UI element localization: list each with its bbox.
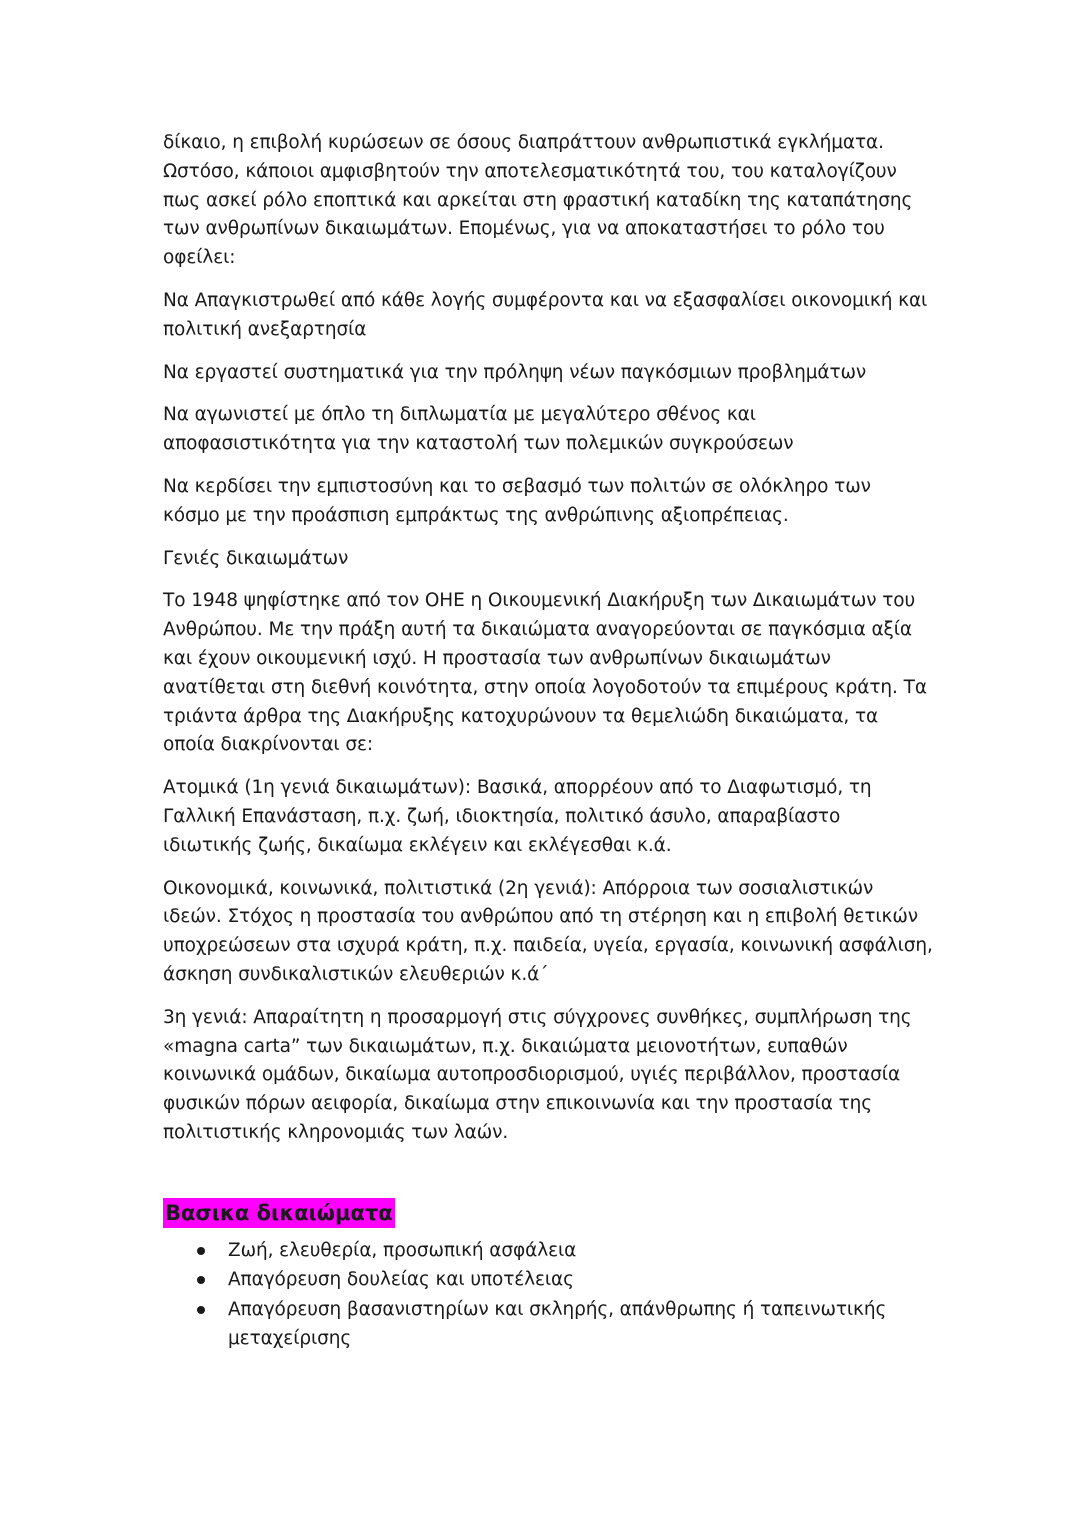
- list-item: [163, 1236, 933, 1266]
- paragraph-diplomacy: Να αγωνιστεί με όπλο τη διπλωματία με μεγαλύτερο σθένος και αποφασιστικότητα για την καταστολή των πολεμικών συγκρούσεων: [163, 404, 794, 455]
- document-page: [163, 129, 933, 1354]
- list-item: [163, 1265, 933, 1295]
- paragraph-independence: Να Απαγκιστρωθεί από κάθε λογής συμφέροντα και να εξασφαλίσει οικονομική και πολιτική ανεξαρτησία: [163, 289, 928, 340]
- paragraph-prevention: Να εργαστεί συστηματικά για την πρόληψη νέων παγκόσμιων προβλημάτων: [163, 361, 867, 383]
- subheading-generations: Γενιές δικαιωμάτων: [163, 547, 349, 569]
- list-item: [163, 1295, 933, 1354]
- paragraph-declaration-1948: Το 1948 ψηφίστηκε από τον ΟΗΕ η Οικουμενική Διακήρυξη των Δικαιωμάτων του Ανθρώπου. Με την πράξη αυτή τα δικαιώματα αναγορεύονται σε παγκόσμια αξία και έχουν οικουμενική ισχύ. Η προστασία των ανθρωπίνων δικαιωμάτων ανατίθεται στη διεθνή κοινότητα, στην οποία λογοδοτούν τα επιμέρους κράτη. Τα τριάντα άρθρα της Διακήρυξης κατοχυρώνουν τα θεμελιώδη δικαιώματα, τα οποία διακρίνονται σε:: [163, 590, 927, 756]
- basic-rights-list: [163, 1236, 933, 1354]
- section-heading-basic-rights: Βασικα δικαιώματα: [163, 1198, 395, 1228]
- bullet-icon: [197, 1247, 205, 1255]
- paragraph-second-generation: Οικονομικά, κοινωνικά, πολιτιστικά (2η γενιά): Απόρροια των σοσιαλιστικών ιδεών. Στόχος η προστασία του ανθρώπου από τη στέρηση και η επιβολή θετικών υποχρεώσεων στα ισχυρά κράτη, π.χ. παιδεία, υγεία, εργασία, κοινωνική ασφάλιση, άσκηση συνδικαλιστικών ελευθεριών κ.ά΄: [163, 877, 933, 985]
- section-heading-wrapper: [163, 1198, 933, 1228]
- paragraph-third-generation: 3η γενιά: Απαραίτητη η προσαρμογή στις σύγχρονες συνθήκες, συμπλήρωση της «magna carta” των δικαιωμάτων, π.χ. δικαιώματα μειονοτήτων, ευπαθών κοινωνικά ομάδων, δικαίωμα αυτοπροσδιορισμού, υγιές περιβάλλον, προστασία φυσικών πόρων αειφορία, δικαίωμα στην επικοινωνία και την προστασία της πολιτιστικής κληρονομιάς των λαών.: [163, 1006, 912, 1143]
- list-item-text: Απαγόρευση δουλείας και υποτέλειας: [228, 1269, 574, 1291]
- paragraph-first-generation: Ατομικά (1η γενιά δικαιωμάτων): Βασικά, απορρέουν από το Διαφωτισμό, τη Γαλλική Επανάσταση, π.χ. ζωή, ιδιοκτησία, πολιτικό άσυλο, απαραβίαστο ιδιωτικής ζωής, δικαίωμα εκλέγειν και εκλέγεσθαι κ.ά.: [163, 777, 872, 856]
- list-item-text: Ζωή, ελευθερία, προσωπική ασφάλεια: [228, 1239, 577, 1261]
- paragraph-trust: Να κερδίσει την εμπιστοσύνη και το σεβασμό των πολιτών σε ολόκληρο των κόσμο με την προάσπιση εμπράκτως της ανθρώπινης αξιοπρέπειας.: [163, 475, 871, 526]
- bullet-icon: [197, 1306, 205, 1314]
- paragraph-un-role-intro: δίκαιο, η επιβολή κυρώσεων σε όσους διαπράττουν ανθρωπιστικά εγκλήματα. Ωστόσο, κάποιοι αμφισβητούν την αποτελεσματικότητά του, του καταλογίζουν πως ασκεί ρόλο εποπτικά και αρκείται στη φραστική καταδίκη της καταπάτησης των ανθρωπίνων δικαιωμάτων. Επομένως, για να αποκαταστήσει το ρόλο του οφείλει:: [163, 132, 913, 269]
- bullet-icon: [197, 1276, 205, 1284]
- list-item-text: Απαγόρευση βασανιστηρίων και σκληρής, απάνθρωπης ή ταπεινωτικής μεταχείρισης: [228, 1298, 887, 1350]
